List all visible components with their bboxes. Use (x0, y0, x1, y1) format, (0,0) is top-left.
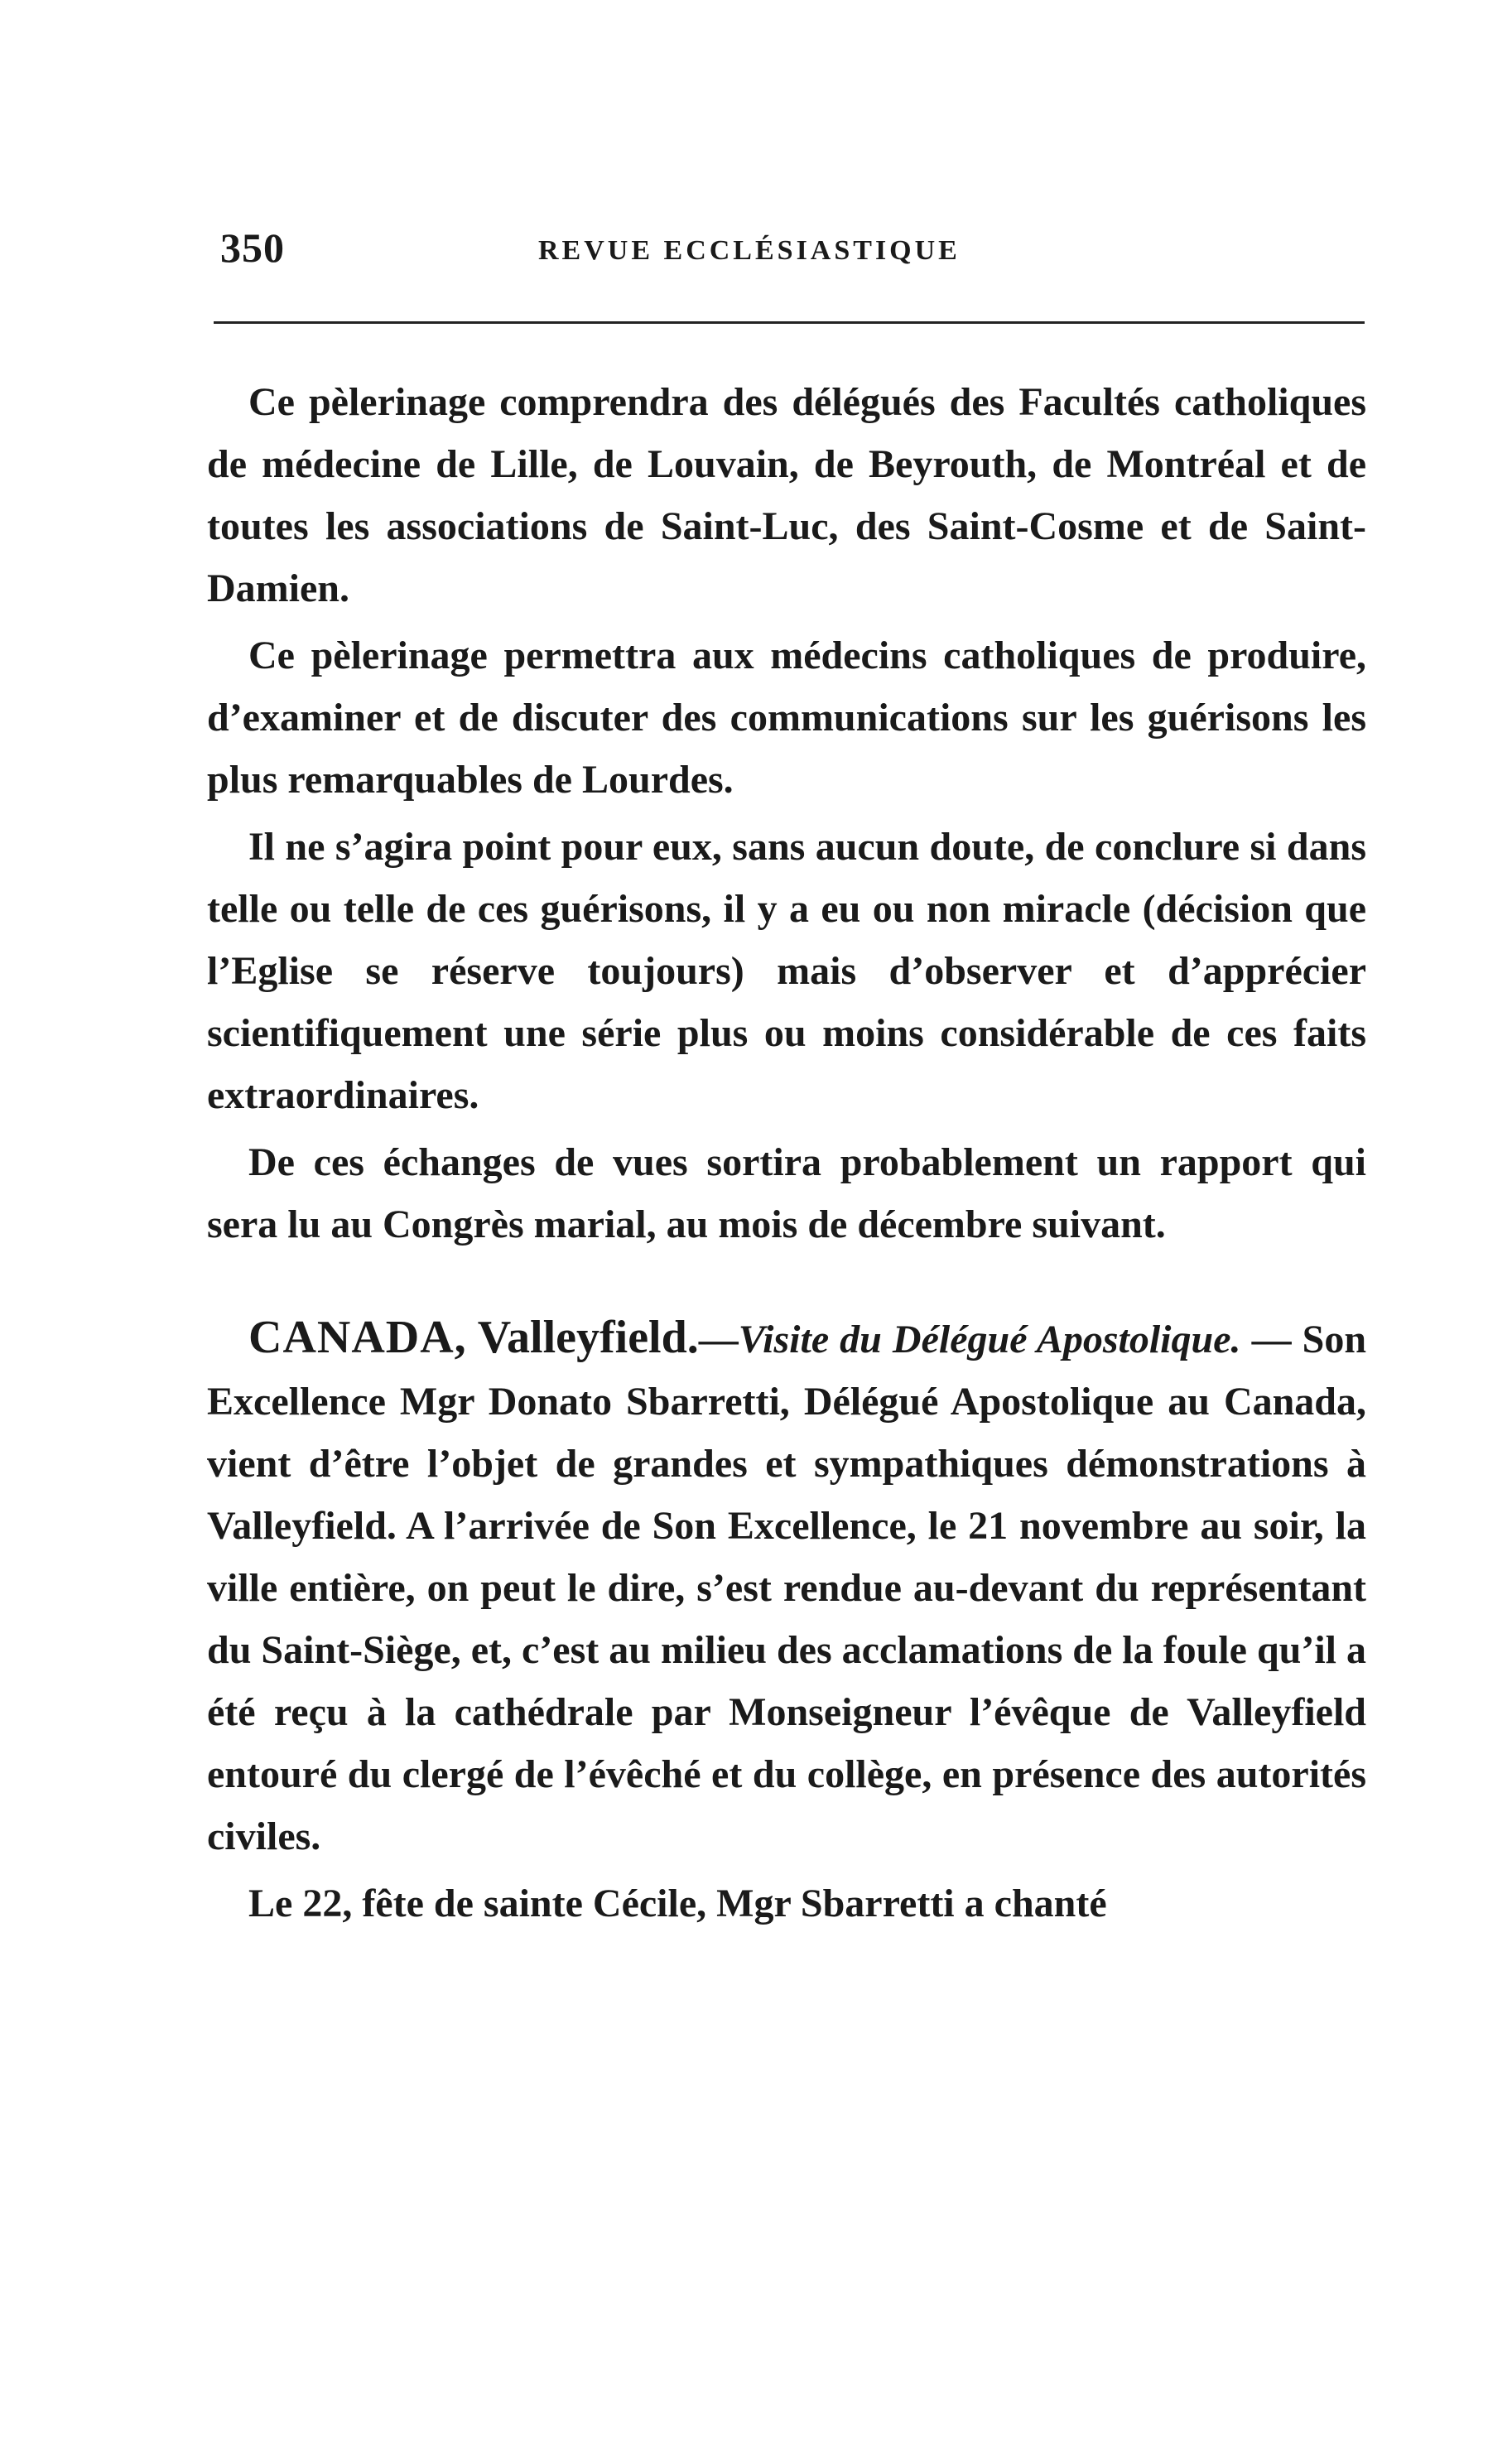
paragraph: Ce pèlerinage comprendra des délégués des Facultés catholiques de médecine de Lille, de Louvain, de Beyrouth, de Montréal et de toutes les associations de Saint-Luc, des Saint-Cosme et de Saint-Damien. (207, 380, 1366, 610)
running-title: REVUE ECCLÉSIASTIQUE (538, 235, 961, 266)
section-subplace: Valleyfield. (477, 1312, 699, 1363)
body-text (207, 371, 1366, 1939)
page-header (214, 224, 1365, 282)
paragraph: Le 22, fête de sainte Cécile, Mgr Sbarretti a chanté (248, 1882, 1107, 1925)
paragraph: Ce pèlerinage permettra aux médecins catholiques de produire, d’examiner et de discuter des communications sur les guérisons les plus remarquables de Lourdes. (207, 634, 1366, 802)
paragraph: De ces échanges de vues sortira probablement un rapport qui sera lu au Congrès marial, au mois de décembre suivant. (207, 1140, 1366, 1246)
section-italic-heading: Visite du Délégué Apostolique. (738, 1318, 1241, 1361)
section-place: CANADA, (248, 1312, 467, 1363)
section-paragraph (207, 1307, 1366, 1867)
paragraph: Il ne s’agira point pour eux, sans aucun doute, de conclure si dans telle ou telle de ces guérisons, il y a eu ou non miracle (décision que l’Eglise se réserve toujours) mais d’observer et d’apprécier scientifiquement une série plus ou moins considérable de ces faits extraordinaires. (207, 825, 1366, 1117)
section-dash: — (698, 1318, 739, 1361)
section-text: — Son Excellence Mgr Donato Sbarretti, Délégué Apostolique au Canada, vient d’être l’objet de grandes et sympathiques démonstrations à Valleyfield. A l’arrivée de Son Excellence, le 21 novembre au soir, la ville entière, on peut le dire, s’est rendue au-devant du représentant du Saint-Siège, et, c’est au milieu des acclamations de la foule qu’il a été reçu à la cathédrale par Monseigneur l’évêque de Valleyfield entouré du clergé de l’évêché et du collège, en présence des autorités civiles. (207, 1318, 1367, 1858)
header-rule (214, 321, 1365, 324)
page-number: 350 (220, 224, 285, 271)
